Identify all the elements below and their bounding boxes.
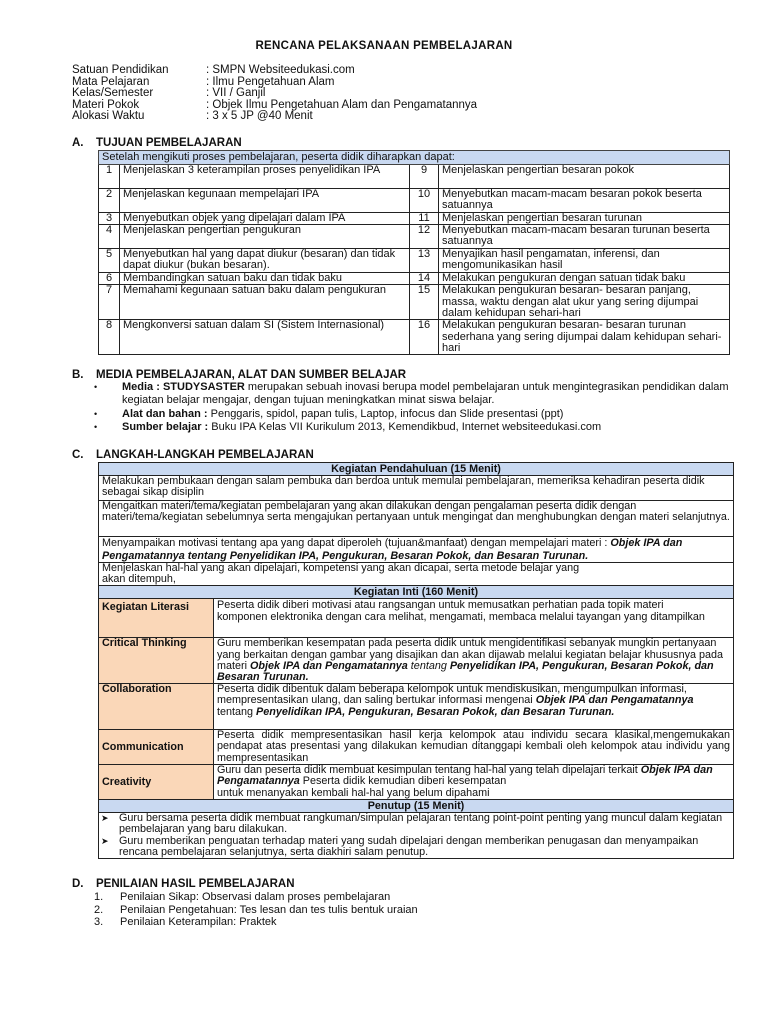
section-d-heading: [72, 878, 295, 890]
activity-label: Creativity: [99, 765, 214, 800]
section-title: PENILAIAN HASIL PEMBELAJARAN: [96, 878, 295, 890]
identity-block: [72, 65, 477, 123]
row-number: 6: [99, 273, 120, 285]
table-row: [99, 730, 734, 765]
objectives-intro: Setelah mengikuti proses pembelajaran, peserta didik diharapkan dapat:: [99, 151, 730, 165]
table-row: [99, 501, 734, 537]
item-number: 1.: [94, 891, 104, 903]
item-number: 2.: [94, 903, 104, 916]
topic-bold: Objek IPA dan Pengamatannya: [250, 659, 408, 672]
meta-label: Mata Pelajaran: [72, 75, 150, 88]
meta-row: [72, 65, 477, 77]
activity-text: [214, 684, 734, 730]
arrow-icon: ➤: [101, 835, 109, 846]
bullet-icon: •: [94, 408, 98, 419]
table-row: [99, 249, 730, 273]
row-number: 12: [410, 225, 439, 249]
activity-text: [214, 765, 734, 800]
row-number: 5: [99, 249, 120, 273]
table-row: [99, 563, 734, 586]
row-number: 3: [99, 213, 120, 225]
objective-text: Menyebutkan macam-macam besaran turunan beserta satuannya: [439, 225, 730, 249]
section-number: A.: [72, 137, 84, 149]
row-number: 15: [410, 285, 439, 320]
motivation-text: Menyampaikan motivasi tentang apa yang dapat diperoleh (tujuan&manfaat) dengan mempelajari materi :: [102, 537, 611, 549]
list-item: [92, 408, 742, 421]
list-item: [101, 813, 731, 835]
row-number: 8: [99, 320, 120, 355]
bullet-icon: •: [94, 382, 98, 392]
list-item: [92, 381, 742, 408]
table-row: [99, 285, 730, 320]
table-row: [99, 599, 734, 638]
meta-value: : VII / Ganjil: [206, 87, 266, 100]
section-b-heading: [72, 369, 406, 381]
inti-header: Kegiatan Inti (160 Menit): [99, 586, 734, 599]
step-text: [99, 537, 734, 563]
table-row: [99, 638, 734, 684]
activity-label: Kegiatan Literasi: [99, 599, 214, 638]
list-item: [92, 904, 418, 917]
item-text: Penggaris, spidol, papan tulis, Laptop, infocus dan Slide presentasi (ppt): [207, 407, 564, 420]
learning-steps-table: [98, 462, 734, 859]
creativity-text-2: Peserta didik kemudian diberi kesempatan: [299, 775, 507, 788]
row-number: 10: [410, 189, 439, 213]
document-title: RENCANA PELAKSANAAN PEMBELAJARAN: [255, 40, 513, 52]
activity-label: Collaboration: [99, 684, 214, 730]
creativity-text: Guru dan peserta didik membuat kesimpulan tentang hal-hal yang telah dipelajari terkait: [217, 764, 641, 777]
table-row: [99, 213, 730, 225]
table-row: [99, 273, 730, 285]
objective-text: Mengkonversi satuan dalam SI (Sistem Internasional): [120, 320, 410, 355]
penutup-header: Penutup (15 Menit): [99, 800, 734, 813]
motivation-topic: Objek IPA dan Pengamatannya tentang Penyelidikan IPA, Pengukuran, Besaran Pokok, dan Besaran Turunan.: [102, 537, 683, 562]
arrow-icon: ➤: [101, 813, 109, 824]
item-label: Alat dan bahan :: [122, 407, 208, 420]
assessment-list: [92, 891, 418, 929]
table-row: [99, 765, 734, 800]
table-row: [99, 225, 730, 249]
activity-text: [214, 638, 734, 684]
penutup-text: Guru memberikan penguatan terhadap materi yang sudah dipelajari dengan memberikan penugasan dan menyampaikan rencana pembelajaran selanjutnya, serta diakhiri salam penutup.: [119, 834, 699, 858]
critical-text: Guru memberikan kesempatan pada peserta didik untuk mengidentifikasi sebanyak mungkin pertanyaan yang berkaitan dengan gambar yang disajikan dan akan dijawab melalui kegiatan belajar khususnya pada materi: [217, 637, 723, 672]
section-a-heading: [72, 137, 242, 149]
objective-text: Menyajikan hasil pengamatan, inferensi, dan mengomunikasikan hasil: [439, 249, 730, 273]
pendahuluan-header: Kegiatan Pendahuluan (15 Menit): [99, 463, 734, 476]
row-number: 2: [99, 189, 120, 213]
table-row: [99, 189, 730, 213]
section-number: D.: [72, 878, 84, 890]
row-number: 14: [410, 273, 439, 285]
literasi-text-2: komponen elektronika dengan cara melihat, mengamati, membaca melalui tayangan yang ditampilkan: [217, 611, 705, 624]
objective-text: Memahami kegunaan satuan baku dalam pengukuran: [120, 285, 410, 320]
topic-bold: Objek IPA dan Pengamatannya: [535, 694, 694, 707]
literasi-text: Peserta didik diberi motivasi atau rangsangan untuk memusatkan perhatian pada topik materi: [217, 599, 664, 612]
section-title: TUJUAN PEMBELAJARAN: [96, 137, 242, 149]
activity-label: Critical Thinking: [99, 638, 214, 684]
step-text: Melakukan pembukaan dengan salam pembuka dan berdoa untuk memulai pembelajaran, memeriksa kehadiran peserta didik sebagai sikap disiplin: [99, 476, 734, 501]
meta-row: [72, 111, 477, 123]
objectives-table: [98, 150, 730, 355]
row-number: 11: [410, 213, 439, 225]
meta-value: : SMPN Websiteedukasi.com: [206, 64, 355, 76]
media-list: [92, 381, 742, 435]
meta-label: Kelas/Semester: [72, 87, 154, 100]
topic-bold: Penyelidikan IPA, Pengukuran, Besaran Pokok, dan Besaran Turunan.: [217, 659, 714, 684]
meta-value: : 3 x 5 JP @40 Menit: [206, 110, 313, 123]
table-row: [99, 813, 734, 859]
section-title: MEDIA PEMBELAJARAN, ALAT DAN SUMBER BELAJAR: [96, 369, 407, 381]
item-text: Penilaian Sikap: Observasi dalam proses pembelajaran: [120, 891, 391, 903]
objective-text: Menjelaskan 3 keterampilan proses penyelidikan IPA: [120, 165, 410, 189]
objective-text: Menyebutkan objek yang dipelajari dalam IPA: [120, 213, 410, 225]
item-number: 3.: [94, 916, 104, 929]
item-text: Buku IPA Kelas VII Kurikulum 2013, Kemendikbud, Internet websiteedukasi.com: [208, 421, 602, 434]
row-number: 1: [99, 165, 120, 189]
meta-label: Satuan Pendidikan: [72, 64, 169, 76]
list-item: [92, 891, 418, 904]
objective-text: Melakukan pengukuran besaran- besaran turunan sederhana yang sering dijumpai dalam kehidupan sehari-hari: [439, 320, 730, 355]
objective-text: Melakukan pengukuran besaran- besaran panjang, massa, waktu dengan alat ukur yang sering dijumpai dalam kehidupan sehari-hari: [439, 285, 730, 320]
row-number: 7: [99, 285, 120, 320]
list-item: [92, 421, 742, 434]
step-text: Mengaitkan materi/tema/kegiatan pembelajaran yang akan dilakukan dengan pengalaman peserta didik dengan materi/tema/kegiatan sebelumnya serta mengajukan pertanyaan untuk mengingat dan menghubungkan dengan materi selanjutnya.: [99, 501, 734, 537]
objective-text: Menjelaskan pengertian pengukuran: [120, 225, 410, 249]
meta-label: Materi Pokok: [72, 98, 140, 111]
table-row: [99, 165, 730, 189]
item-text: Penilaian Pengetahuan: Tes lesan dan tes tulis bentuk uraian: [120, 903, 418, 916]
meta-label: Alokasi Waktu: [72, 110, 145, 123]
objective-text: Menyebutkan hal yang dapat diukur (besaran) dan tidak dapat diukur (bukan besaran).: [120, 249, 410, 273]
section-number: C.: [72, 449, 84, 461]
creativity-text-3: untuk menanyakan kembali hal-hal yang belum dipahami: [217, 786, 490, 799]
objective-text: Melakukan pengukuran dengan satuan tidak baku: [439, 273, 730, 285]
section-c-heading: [72, 449, 314, 461]
step-text: Menjelaskan hal-hal yang akan dipelajari, kompetensi yang akan dicapai, serta metode belajar yang akan ditempuh,: [99, 563, 734, 586]
table-row: [99, 476, 734, 501]
list-item: [92, 916, 418, 929]
bullet-icon: •: [94, 422, 98, 433]
objective-text: Menjelaskan pengertian besaran pokok: [439, 165, 730, 189]
item-text: merupakan sebuah inovasi berupa model pembelajaran untuk mengintegrasikan pendidikan dalam kegiatan belajar mengajar, dengan tujuan meningkatkan minat siswa belajar.: [122, 381, 729, 407]
section-title: LANGKAH-LANGKAH PEMBELAJARAN: [96, 449, 314, 461]
collab-text: Peserta didik dibentuk dalam beberapa kelompok untuk mendiskusikan, mengumpulkan informasi, mempresentasikan ulang, dan saling bertukar informasi mengenai: [217, 683, 687, 707]
objective-text: Menjelaskan kegunaan mempelajari IPA: [120, 189, 410, 213]
meta-value: : Ilmu Pengetahuan Alam: [206, 75, 335, 88]
item-label: Sumber belajar :: [122, 421, 209, 434]
objective-text: Menyebutkan macam-macam besaran pokok beserta satuannya: [439, 189, 730, 213]
list-item: [101, 836, 731, 858]
activity-text: Peserta didik mempresentasikan hasil kerja kelompok atau individu secara klasikal,mengemukakan pendapat atas presentasi yang dilakukan kemudian ditanggapi kembali oleh kelompok atau individu yang mempresentasikan: [214, 730, 734, 765]
item-text: Penilaian Keterampilan: Praktek: [120, 916, 277, 929]
penutup-list: [99, 813, 734, 859]
row-number: 13: [410, 249, 439, 273]
topic-bold: Penyelidikan IPA, Pengukuran, Besaran Pokok, dan Besaran Turunan.: [256, 705, 615, 718]
topic-connector: tentang: [407, 659, 447, 672]
table-row: [99, 684, 734, 730]
topic-connector: tentang: [217, 705, 257, 718]
section-number: B.: [72, 369, 84, 381]
penutup-text: Guru bersama peserta didik membuat rangkuman/simpulan pelajaran tentang point-point penting yang muncul dalam kegiatan pembelajaran yang baru dilakukan.: [119, 812, 723, 836]
activity-label: Communication: [99, 730, 214, 765]
topic-bold: Objek IPA dan Pengamatannya: [217, 764, 713, 788]
row-number: 4: [99, 225, 120, 249]
table-row: [99, 537, 734, 563]
row-number: 9: [410, 165, 439, 189]
meta-value: : Objek Ilmu Pengetahuan Alam dan Pengamatannya: [206, 98, 478, 111]
row-number: 16: [410, 320, 439, 355]
activity-text: [214, 599, 734, 638]
table-row: [99, 320, 730, 355]
item-label: Media : STUDYSASTER: [122, 381, 245, 393]
objective-text: Membandingkan satuan baku dan tidak baku: [120, 273, 410, 285]
objective-text: Menjelaskan pengertian besaran turunan: [439, 213, 730, 225]
